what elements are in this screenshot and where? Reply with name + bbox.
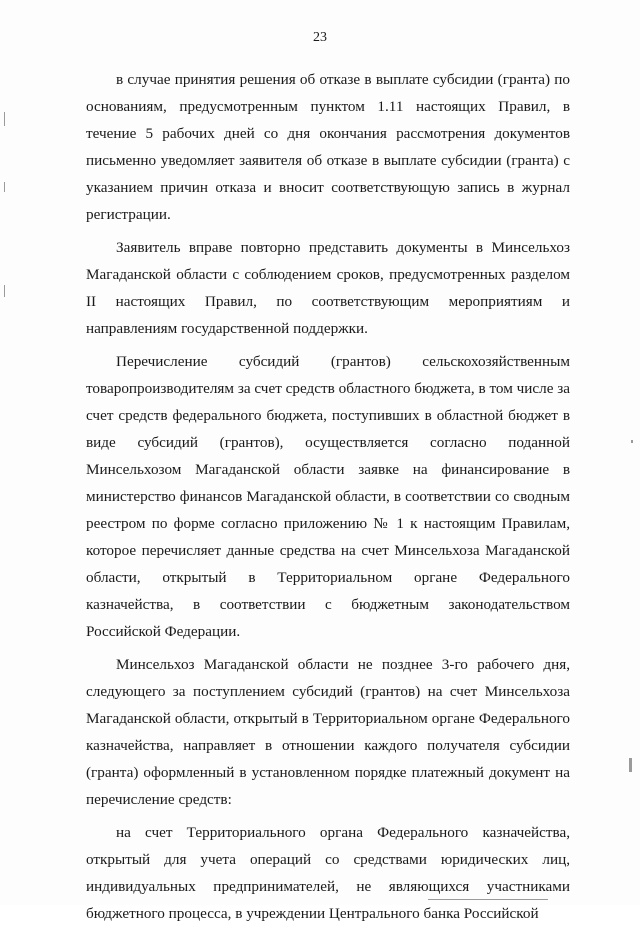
page-number: 23 xyxy=(313,30,327,45)
scan-artifact-left-1 xyxy=(4,112,5,126)
scan-artifact-left-2 xyxy=(4,182,5,192)
scan-artifact-right-2 xyxy=(629,758,632,772)
body-text xyxy=(86,66,570,927)
paragraph-refusal-notice: в случае принятия решения об отказе в выплате субсидии (гранта) по основаниям, предусмотренным пунктом 1.11 настоящих Правил, в течение 5 рабочих дней со дня окончания рассмотрения документов письменно уведомляет заявителя об отказе в выплате субсидии (гранта) с указанием причин отказа и вносит соответствующую запись в журнал регистрации. xyxy=(86,71,570,223)
paragraph-payment-document: Минсельхоз Магаданской области не позднее 3-го рабочего дня, следующего за поступлением субсидий (грантов) на счет Минсельхоза Магаданской области, открытый в Территориальном органе Федерального казначейства, направляет в отношении каждого получателя субсидии (гранта) оформленный в установленном порядке платежный документ на перечисление средств: xyxy=(86,656,570,808)
paragraph-transfer-of-subsidies: Перечисление субсидий (грантов) сельскохозяйственным товаропроизводителям за счет средств областного бюджета, в том числе за счет средств федерального бюджета, поступивших в областной бюджет в виде субсидий (грантов), осуществляется согласно поданной Минсельхозом Магаданской области заявке на финансирование в министерство финансов Магаданской области, в соответствии со сводным реестром по форме согласно приложению № 1 к настоящим Правилам, которое перечисляет данные средства на счет Минсельхоза Магаданской области, открытый в Территориальном органе Федерального казначейства, в соответствии с бюджетным законодательством Российской Федерации. xyxy=(86,353,570,640)
scan-artifact-right-1 xyxy=(631,440,633,443)
paragraph-resubmission: Заявитель вправе повторно представить документы в Минсельхоз Магаданской области с соблюдением сроков, предусмотренных разделом II настоящих Правил, по соответствующим мероприятиям и направлениям государственной поддержки. xyxy=(86,239,570,337)
paragraph-account-details: на счет Территориального органа Федерального казначейства, открытый для учета операций со средствами юридических лиц, индивидуальных предпринимателей, не являющихся участниками бюджетного процесса, в учреждении Центрального банка Российской xyxy=(86,824,570,922)
scan-artifact-bottom xyxy=(428,899,548,900)
scan-artifact-left-3 xyxy=(4,285,5,297)
